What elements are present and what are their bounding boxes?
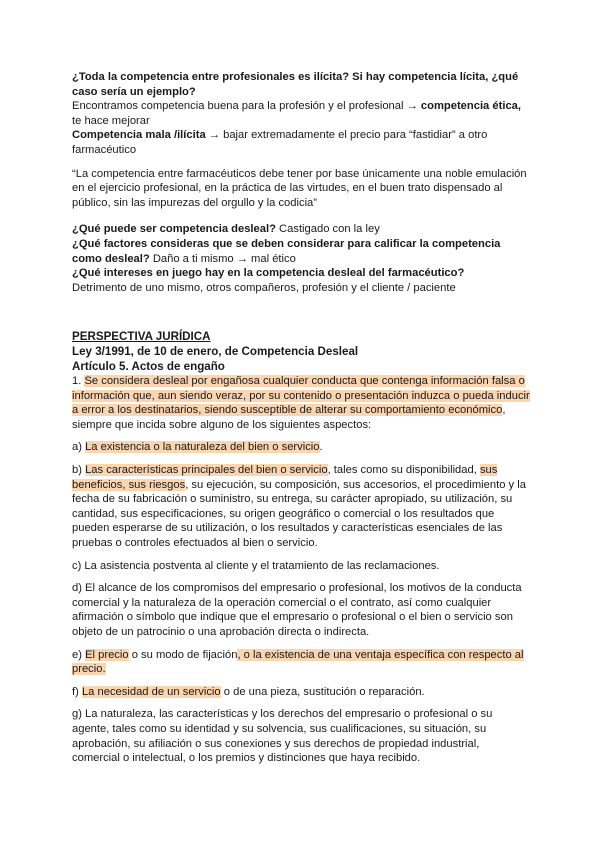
paragraph-1 <box>72 374 530 432</box>
item-e-label: e) <box>72 648 86 661</box>
quote: “La competencia entre farmacéuticos debe tener por base únicamente una noble emulación en el ejercicio profesional, en la práctica de las virtudes, en el buen trato dispensado al público, sin las impurezas del orgullo y la codicia” <box>72 167 527 209</box>
item-b-highlight-2: sus beneficios, sus riesgos <box>72 464 498 491</box>
answer-q4: Detrimento de uno mismo, otros compañeros, profesión y el cliente / paciente <box>72 281 456 294</box>
paragraph-1-number: 1. <box>72 375 85 388</box>
item-b-mid: , tales como su disponibilidad, <box>327 464 480 477</box>
paragraph-1-highlight: Se considera desleal por engañosa cualquier conducta que contenga información falsa o información que, aun siendo veraz, por su contenido o presentación induzca o pueda inducir a error a los destinatarios, siendo susceptible de alterar su comportamiento económico <box>72 375 530 417</box>
item-e-highlight-1: El precio <box>85 648 129 661</box>
item-e-highlight-2: , o la existencia de una ventaja específica con respecto al precio. <box>72 648 524 676</box>
law-title: Ley 3/1991, de 10 de enero, de Competencia Desleal <box>72 344 359 358</box>
section-title: PERSPECTIVA JURÍDICA <box>72 330 211 344</box>
answer-q2: Castigado con la ley <box>275 223 380 236</box>
answer-2-text: → bajar extremadamente el precio para “fastidiar” a otro farmacéutico <box>72 129 488 156</box>
item-b-rest: , su ejecución, su composición, sus accesorios, el procedimiento y la fecha de su fabricación o suministro, su entrega, su carácter apropiado, su utilización, su cantidad, sus especificaciones, su origen geográfico o comercial o los resultados que pueden esperarse de su utilización, o los resultados y características esenciales de las pruebas o controles efectuados al bien o servicio. <box>72 478 526 550</box>
item-a <box>72 440 530 455</box>
question-2: ¿Qué puede ser competencia desleal? <box>72 223 276 236</box>
item-f-label: f) <box>72 685 82 698</box>
item-a-end: . <box>319 441 323 454</box>
document-page <box>72 70 530 766</box>
answer-1 <box>72 99 530 128</box>
question-1: ¿Toda la competencia entre profesionales es ilícita? Si hay competencia lícita, ¿qué caso sería un ejemplo? <box>72 71 519 98</box>
question-4: ¿Qué intereses en juego hay en la competencia desleal del farmacéutico? <box>72 267 465 280</box>
item-c: c) La asistencia postventa al cliente y el tratamiento de las reclamaciones. <box>72 559 440 572</box>
answer-2-bold: Competencia mala /ilícita <box>72 129 206 142</box>
item-f-rest: o de una pieza, sustitución o reparación. <box>220 685 425 698</box>
item-e-mid: o su modo de fijación <box>128 648 238 661</box>
answer-1-tail: te hace mejorar <box>72 114 150 127</box>
item-b <box>72 463 530 551</box>
answer-1-text: Encontramos competencia buena para la profesión y el profesional → <box>72 100 421 113</box>
item-b-label: b) <box>72 464 86 477</box>
item-d: d) El alcance de los compromisos del empresario o profesional, los motivos de la conducta comercial y la naturaleza de la operación comercial o el contrato, así como cualquier afirmación o símbolo que indique que el empresario o profesional o el bien o servicio son objeto de un patrocinio o una aprobación directa o indirecta. <box>72 582 522 638</box>
question-3: ¿Qué factores consideras que se deben considerar para calificar la competencia como desleal? <box>72 237 501 265</box>
item-a-label: a) <box>72 441 86 454</box>
question-2-line <box>72 222 530 237</box>
item-b-highlight-1: Las características principales del bien o servicio <box>85 464 328 477</box>
item-a-highlight: La existencia o la naturaleza del bien o servicio <box>85 441 320 454</box>
article-title: Artículo 5. Actos de engaño <box>72 359 225 373</box>
answer-2 <box>72 128 530 157</box>
item-f <box>72 685 530 700</box>
answer-q3: Daño a ti mismo → mal ético <box>149 252 296 265</box>
item-f-highlight: La necesidad de un servicio <box>81 685 221 698</box>
question-3-line <box>72 237 530 266</box>
answer-1-bold: competencia ética, <box>420 100 521 113</box>
paragraph-1-rest: , siempre que incida sobre alguno de los siguientes aspectos: <box>72 404 506 431</box>
item-e <box>72 648 530 677</box>
item-g: g) La naturaleza, las características y los derechos del empresario o profesional o su agente, tales como su identidad y su solvencia, sus cualificaciones, su situación, su aprobación, su afiliación o sus conexiones y sus derechos de propiedad industrial, comercial o intelectual, o los premios y distinciones que haya recibido. <box>72 708 493 765</box>
